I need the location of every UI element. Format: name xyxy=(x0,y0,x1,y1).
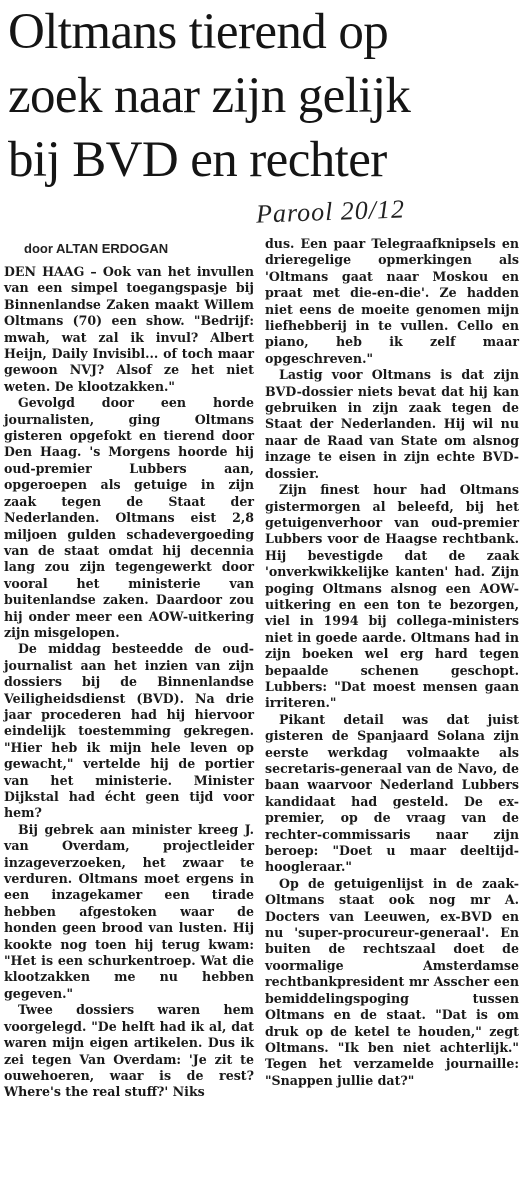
article-column-right xyxy=(265,236,519,1089)
paragraph: Bij gebrek aan minister kreeg J. van Overdam, projectleider inzageverzoeken, het zwaar te verduren. Oltmans moet ergens in een inzagekamer een tirade hebben afgestoken waar de honden geen brood van lusten. Hij kookte nog toen hij terug kwam: "Het is een schurkentroep. Wat die klootzakken me nu hebben gegeven." xyxy=(4,821,254,1001)
paragraph: Pikant detail was dat juist gisteren de Spanjaard Solana zijn eerste werkdag volmaakte als secretaris-generaal van de Navo, de baan waarvoor Nederland Lubbers kandidaat had gesteld. De ex-premier, op de vraag van de rechter-commissaris naar zijn beroep: "Doet u maar deeltijd-hoogleraar." xyxy=(265,711,519,875)
paragraph: DEN HAAG – Ook van het invullen van een simpel toegangspasje bij Binnenlandse Zaken maakt Willem Oltmans (70) een show. "Bedrijf: mwah, wat zal ik invul? Albert Heijn, Daily Invisibl... of toch maar gewoon NVJ? Alsof ze het niet weten. De klootzakken." xyxy=(4,264,254,394)
paragraph: Lastig voor Oltmans is dat zijn BVD-dossier niets bevat dat hij kan gebruiken in zijn zaak tegen de Staat der Nederlanden. Hij wil nu naar de Raad van State om alsnog inzage te eisen in zijn echte BVD-dossier. xyxy=(265,367,519,481)
headline-line-2: zoek naar zijn gelijk xyxy=(8,68,411,124)
headline-line-1: Oltmans tierend op xyxy=(8,4,389,60)
paragraph: Gevolgd door een horde journalisten, ging Oltmans gisteren opgefokt en tierend door Den Haag. 's Morgens hoorde hij oud-premier Lubbers aan, opgeroepen als getuige in zijn zaak tegen de Staat der Nederlanden. Oltmans eist 2,8 miljoen gulden schadevergoeding van de staat omdat hij decennia lang zou zijn tegengewerkt door vooral het ministerie van buitenlandse zaken. Daardoor zou hij onder meer een AOW-uitkering zijn misgelopen. xyxy=(4,395,254,640)
headline xyxy=(8,0,518,192)
paragraph: Twee dossiers waren hem voorgelegd. "De helft had ik al, dat waren mijn eigen artikelen. Dus ik zei tegen Van Overdam: 'Je zit te ouwehoeren, waar is de rest? Where's the real stuff?' Niks xyxy=(4,1002,254,1100)
article-column-left xyxy=(4,264,254,1101)
byline: door ALTAN ERDOGAN xyxy=(24,241,169,256)
paragraph: De middag besteedde de oud-journalist aan het inzien van zijn dossiers bij de Binnenlandse Veiligheidsdienst (BVD). Na drie jaar procederen had hij hiervoor eindelijk toestemming gekregen. "Hier heb ik mijn hele leven op gewacht," vertelde hij de portier van het ministerie. Minister Dijkstal had écht geen tijd voor hem? xyxy=(4,641,254,821)
paragraph: dus. Een paar Telegraafknipsels en drieregelige opmerkingen als 'Oltmans gaat naar Moskou en praat met die-en-die'. Ze hadden niet eens de moeite genomen mijn liefhebberij in te vullen. Cello en piano, heb ik zelf maar opgeschreven." xyxy=(265,236,519,366)
headline-line-3: bij BVD en rechter xyxy=(8,132,387,188)
paragraph: Zijn finest hour had Oltmans gistermorgen al beleefd, bij het getuigenverhoor van oud-premier Lubbers voor de Haagse rechtbank. Hij bevestigde dat de zaak 'onverkwikkelijke kanten' had. Zijn poging Oltmans alsnog een AOW-uitkering en een ton te bezorgen, viel in 1994 bij collega-ministers niet in goede aarde. Oltmans had in zijn boeken wel erg hard tegen bepaalde schenen geschopt. Lubbers: "Dat moest mensen gaan irriteren." xyxy=(265,482,519,711)
paragraph: Op de getuigenlijst in de zaak-Oltmans staat ook nog mr A. Docters van Leeuwen, ex-BVD en nu 'super-procureur-generaal'. En buiten de rechtszaal doet de voormalige Amsterdamse rechtbankpresident mr Asscher een bemiddelingspoging tussen Oltmans en de staat. "Dat is om druk op de ketel te houden," zegt Oltmans. "Ik ben niet achterlijk." Tegen het verzamelde journaille: "Snappen jullie dat?" xyxy=(265,875,519,1088)
handwritten-note: Parool 20/12 xyxy=(255,194,406,229)
